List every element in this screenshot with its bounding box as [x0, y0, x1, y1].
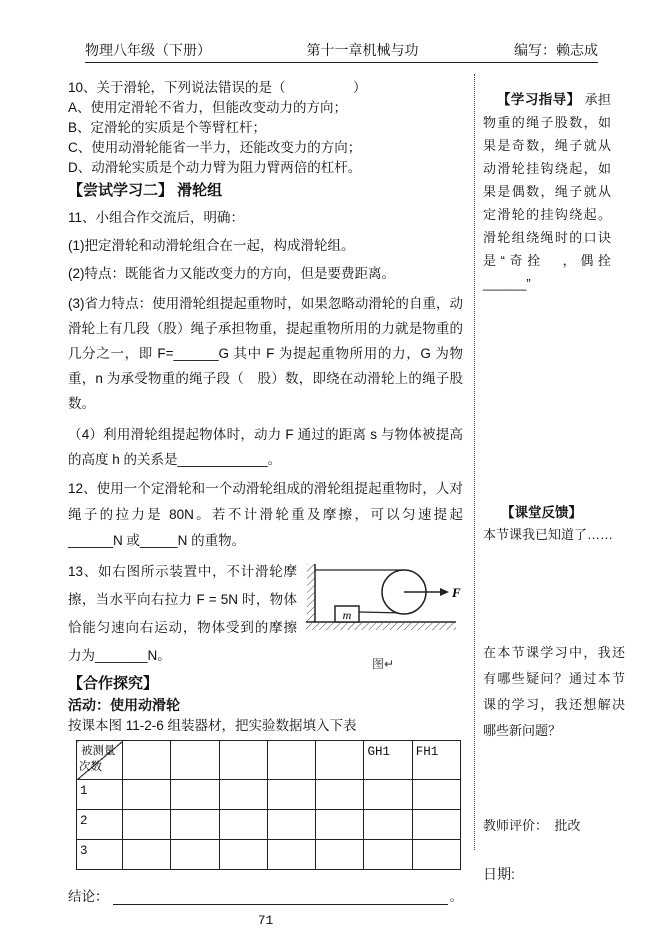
question-11-item-1: (1)把定滑轮和动滑轮组合在一起，构成滑轮组。 — [68, 238, 355, 253]
study-guide-text: 承担物重的绳子股数，如果是奇数，绳子就从动滑轮挂钩绕起，如果是偶数，绳子就从定滑轮的挂钩绕起。滑轮组绕绳时的口诀是“奇拴 ，偶拴______” — [483, 92, 611, 291]
conclusion-period: 。 — [449, 889, 463, 904]
conclusion-label: 结论： — [68, 889, 109, 904]
date-label: 日期: — [483, 866, 515, 882]
table-header-cell — [123, 741, 171, 780]
study-guide-title: 【学习指导】 — [497, 92, 581, 107]
table-row — [77, 780, 461, 810]
table-cell — [364, 780, 412, 810]
header-book-title: 物理八年级（下册） — [85, 42, 211, 58]
table-cell — [123, 780, 171, 810]
header-author: 编写：赖志成 — [514, 42, 598, 58]
table-header-cell — [316, 741, 364, 780]
table-header-fh1: FH1 — [412, 741, 460, 780]
class-feedback-block — [483, 502, 635, 546]
pulley-figure — [303, 560, 463, 678]
question-11-intro: 11、小组合作交流后，明确： — [68, 210, 245, 225]
table-cell — [171, 780, 219, 810]
question-10-option-b: B、定滑轮的实质是个等臂杠杆； — [68, 120, 267, 135]
question-11-item-4: （4）利用滑轮组提起物体时，动力 F 通过的距离 s 与物体被提高的高度 h 的关系是____________。 — [68, 427, 463, 467]
table-cell — [364, 810, 412, 840]
table-row — [77, 840, 461, 870]
table-cell — [267, 810, 315, 840]
table-cell — [219, 840, 267, 870]
table-row-label: 2 — [77, 810, 123, 840]
corner-label-measured: 被测量 — [81, 745, 116, 758]
header-chapter-title: 第十一章机械与功 — [306, 42, 419, 58]
study-guide-block — [483, 88, 611, 295]
table-cell — [316, 810, 364, 840]
table-cell — [412, 840, 460, 870]
table-cell — [364, 840, 412, 870]
class-feedback-text: 本节课我已知道了…… — [483, 527, 614, 542]
force-arrow-head — [440, 588, 449, 596]
table-header-row — [77, 741, 461, 780]
pulley-diagram — [304, 560, 462, 640]
section-title-cooperative-inquiry: 【合作探究】 — [68, 675, 159, 692]
question-10-option-a: A、使用定滑轮不省力，但能改变动力的方向； — [68, 100, 348, 115]
table-corner-cell — [77, 741, 123, 780]
question-13-text: 13、如右图所示装置中，不计滑轮摩擦，当水平向右拉力 F = 5N 时，物体恰能匀速向右运动，物体受到的摩擦力为_______N。 — [68, 564, 297, 663]
question-10-stem: 10、关于滑轮，下列说法错误的是（ ） — [68, 80, 367, 95]
wall-hatching — [307, 564, 315, 622]
table-cell — [316, 780, 364, 810]
ground-hatching — [306, 623, 456, 630]
table-cell — [412, 810, 460, 840]
block-m-label: m — [342, 608, 352, 622]
conclusion-line — [68, 886, 463, 908]
table-row — [77, 810, 461, 840]
table-cell — [123, 810, 171, 840]
table-row-label: 1 — [77, 780, 123, 810]
page-number: 71 — [257, 913, 274, 928]
table-header-cell — [219, 741, 267, 780]
table-cell — [219, 780, 267, 810]
activity-title: 活动：使用动滑轮 — [68, 697, 180, 713]
question-11-item-2: (2)特点：既能省力又能改变力的方向，但是要费距离。 — [68, 266, 395, 281]
table-header-gh1: GH1 — [364, 741, 412, 780]
main-content — [68, 78, 463, 931]
question-10-option-c: C、使用动滑轮能省一半力，还能改变力的方向； — [68, 140, 362, 155]
table-cell — [219, 810, 267, 840]
class-feedback-title: 【课堂反馈】 — [501, 505, 582, 520]
force-f-label: F — [452, 585, 461, 600]
table-cell — [412, 780, 460, 810]
question-12: 12、使用一个定滑轮和一个动滑轮组成的滑轮组提起重物时，人对绳子的拉力是 80N。若不计滑轮重及摩擦，可以匀速提起 ______N 或_____N 的重物。 — [68, 481, 463, 548]
table-header-cell — [267, 741, 315, 780]
question-10-option-d: D、动滑轮实质是个动力臂为阻力臂两倍的杠杆。 — [68, 160, 362, 175]
sidebar-divider — [474, 74, 475, 850]
table-cell — [171, 840, 219, 870]
table-cell — [123, 840, 171, 870]
corner-label-trial: 次数 — [79, 761, 102, 774]
activity-description: 按课本图 11-2-6 组装器材，把实验数据填入下表 — [68, 718, 357, 733]
question-11-item-3: (3)省力特点：使用滑轮组提起重物时，如果忽略动滑轮的自重，动滑轮上有几段（股）绳子承担物重，提起重物所用的力就是物重的几分之一，即 F=______G 其中 F 为提起重物所用的力，G 为物重，n 为承受物重的绳子段（ 股）数，即绕在动滑轮上的绳子股数。 — [68, 296, 463, 411]
conclusion-blank — [113, 904, 448, 905]
table-header-cell — [171, 741, 219, 780]
table-cell — [267, 840, 315, 870]
teacher-evaluation: 教师评价： 批改 — [483, 818, 581, 833]
table-cell — [171, 810, 219, 840]
table-cell — [267, 780, 315, 810]
table-row-label: 3 — [77, 840, 123, 870]
figure-caption: 图↵ — [371, 657, 395, 671]
page-header — [85, 40, 598, 63]
section-title-try-learning-2: 【尝试学习二】 滑轮组 — [68, 182, 223, 199]
experiment-data-table — [76, 740, 461, 870]
question-13-block — [68, 558, 463, 670]
reflection-block: 在本节课学习中，我还有哪些疑问？通过本节课的学习，我还想解决哪些新问题？ — [483, 645, 625, 738]
table-cell — [316, 840, 364, 870]
